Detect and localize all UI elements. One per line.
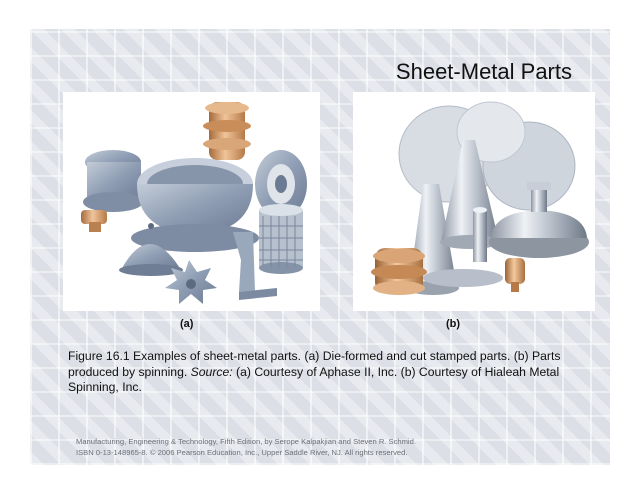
caption-text-2: (a) Courtesy of Aphase II, Inc. (b) Courtesy of Hialeah Metal Spinning, Inc. xyxy=(68,364,560,394)
slide-title: Sheet-Metal Parts xyxy=(395,59,572,84)
caption-source-label: Source: xyxy=(190,364,233,379)
slide xyxy=(30,29,610,465)
footer-line-2: ISBN 0-13-148965-8. © 2006 Pearson Education, Inc., Upper Saddle River, NJ. All rights reserved. xyxy=(76,448,408,457)
figure-caption xyxy=(68,349,588,396)
footer-line-1: Manufacturing, Engineering & Technology, Fifth Edition, by Serope Kalpakjian and Steven R. Schmid. xyxy=(76,437,416,446)
brass-bellows-part xyxy=(203,102,251,160)
mesh-cylinder-part xyxy=(259,204,303,274)
photo-spun-parts xyxy=(353,92,595,311)
brass-knob-part xyxy=(81,210,107,232)
brass-spun-bellows xyxy=(371,248,427,295)
photo-stamped-parts xyxy=(63,92,320,311)
photo-label-a: (a) xyxy=(180,318,194,330)
copyright-footer xyxy=(76,436,576,458)
brass-finial xyxy=(505,258,525,292)
spun-parts-illustration xyxy=(353,92,595,311)
stacked-cup-part xyxy=(83,150,143,212)
photo-label-b: (b) xyxy=(446,318,461,330)
flat-plate xyxy=(423,269,503,287)
stamped-parts-illustration xyxy=(63,92,320,311)
caption-text-1: Figure 16.1 Examples of sheet-metal parts. (a) Die-formed and cut stamped parts. (b) Parts produced by spinning. xyxy=(68,349,561,379)
spun-tube xyxy=(473,207,487,262)
